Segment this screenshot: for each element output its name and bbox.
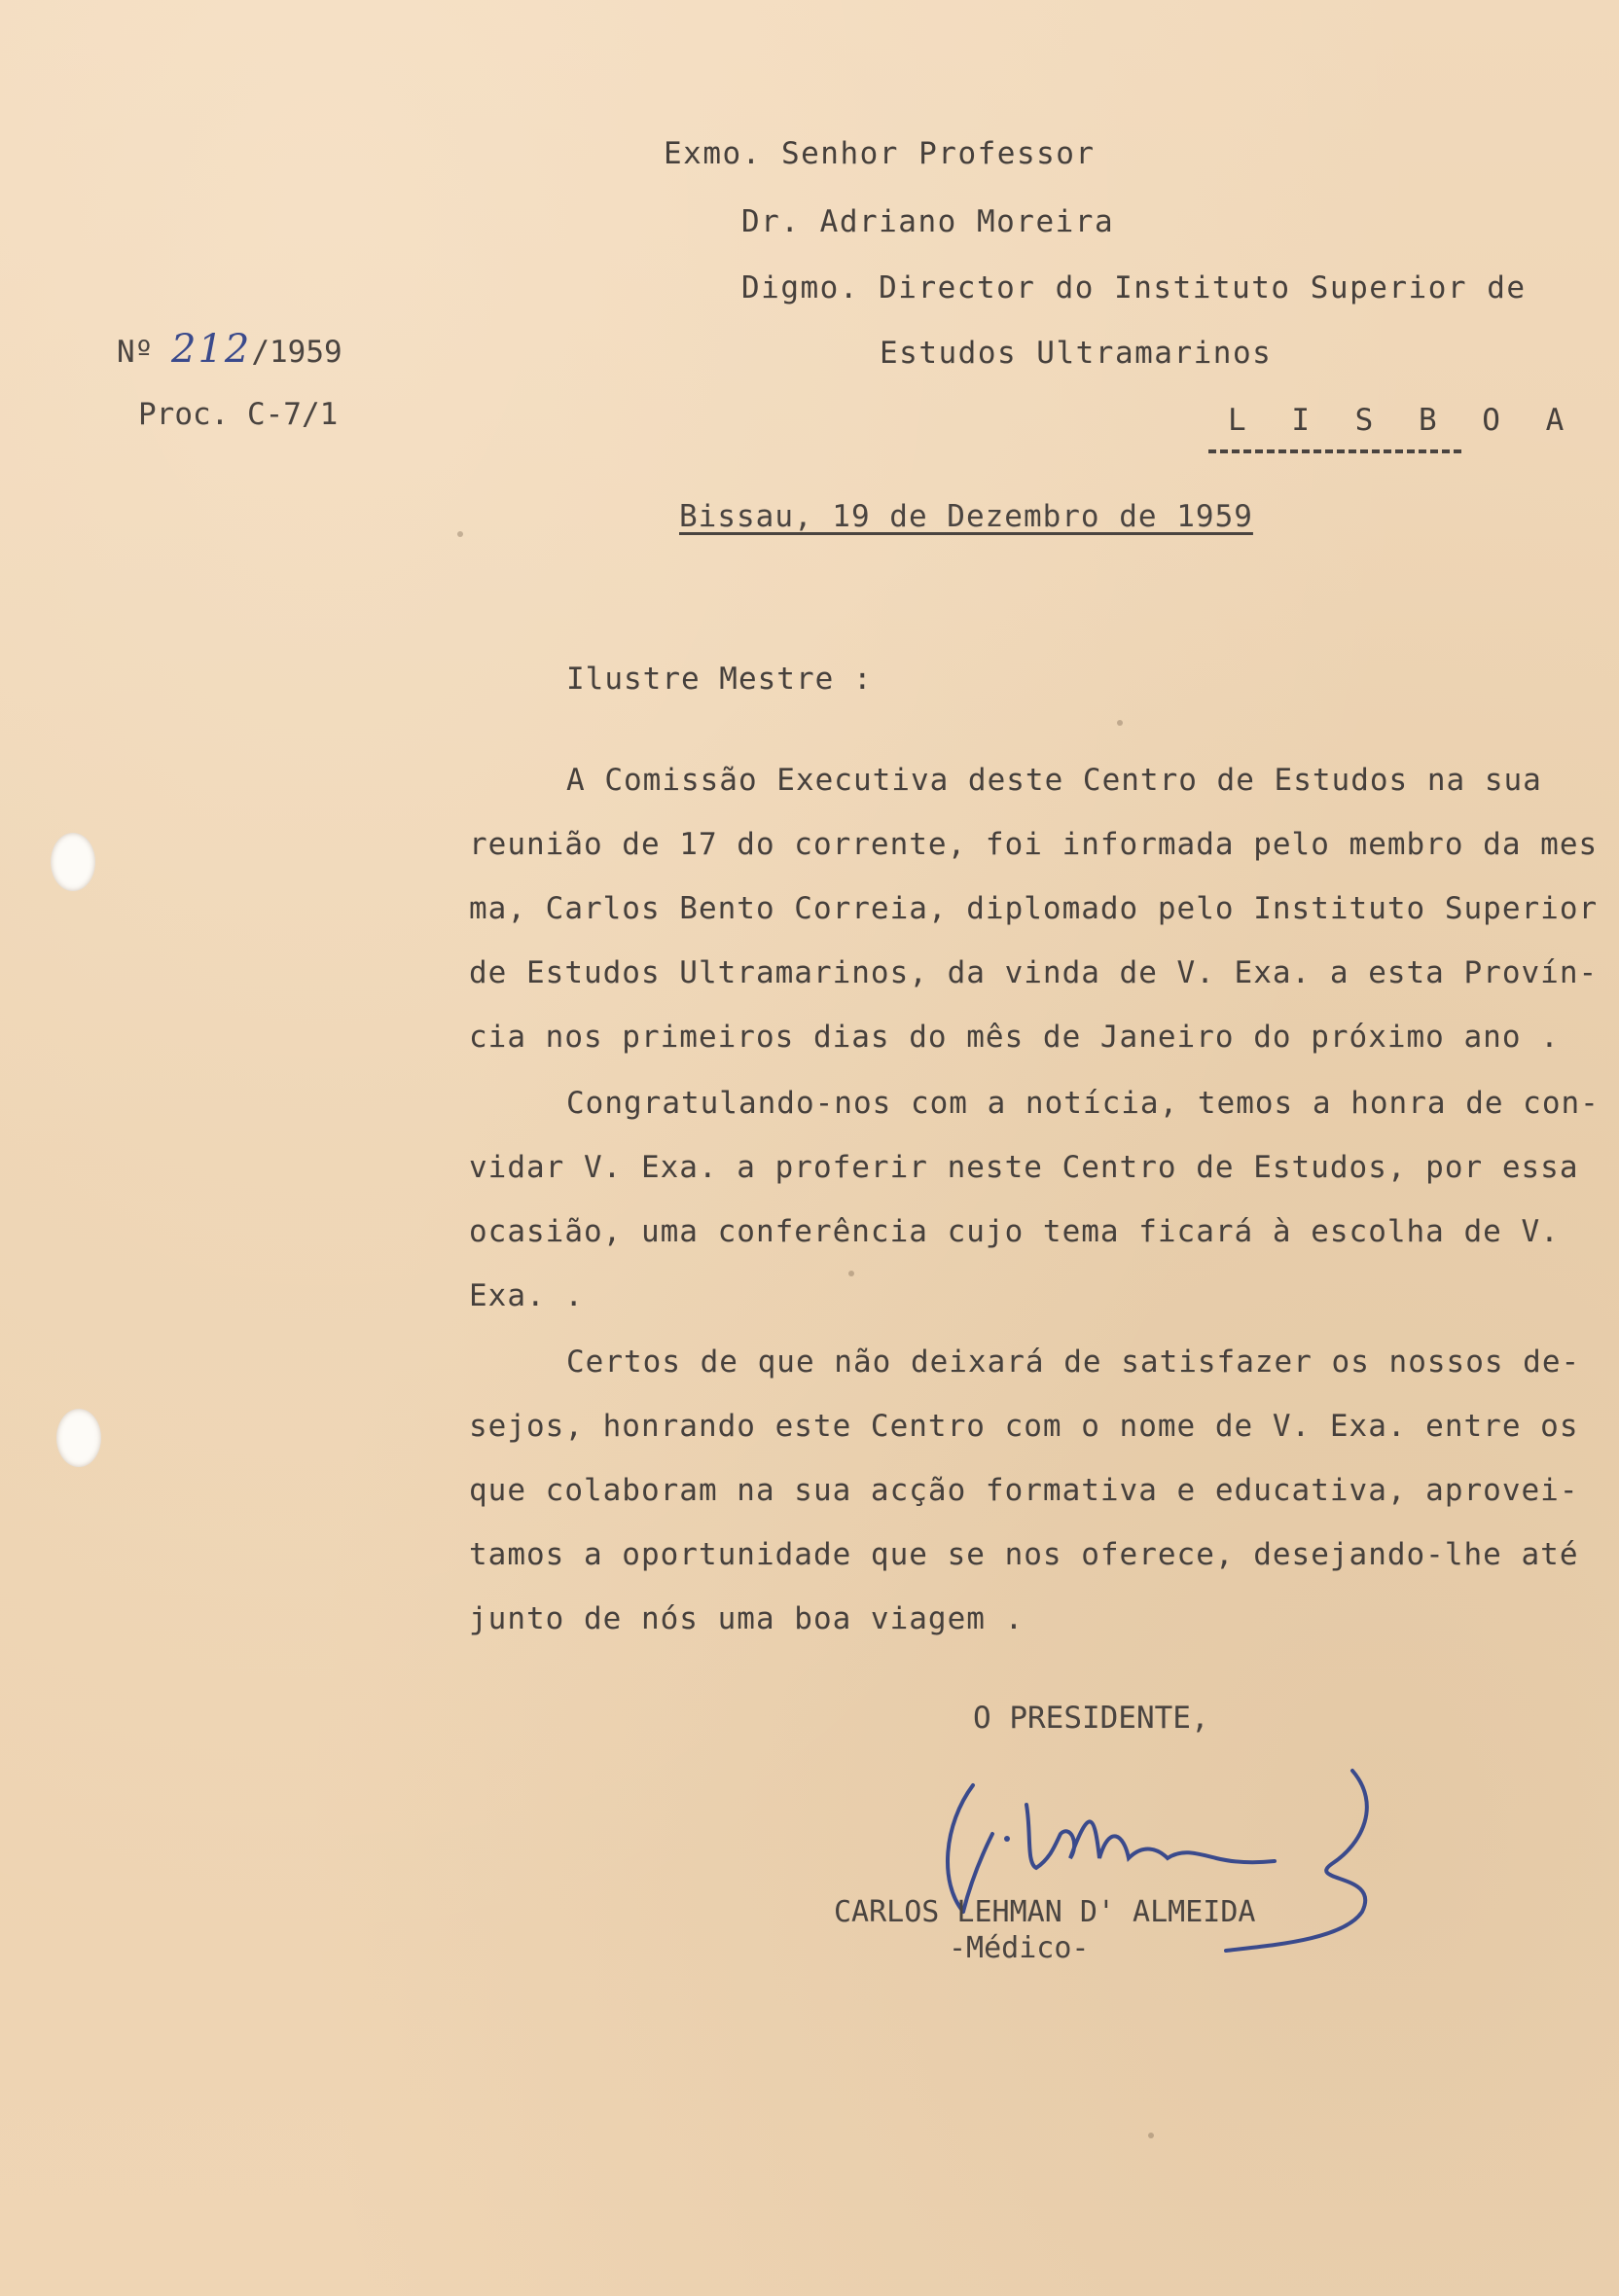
paragraph3-line: tamos a oportunidade que se nos oferece, desejando-lhe até	[469, 1537, 1579, 1572]
paragraph2-line: Exa. .	[469, 1278, 584, 1313]
paragraph2-line: ocasião, uma conferência cujo tema ficará à escolha de V.	[469, 1214, 1560, 1249]
paragraph2-line: Congratulando-nos com a notícia, temos a honra de con-	[566, 1086, 1600, 1121]
punch-hole-top	[51, 833, 95, 891]
signatory-name: CARLOS LEHMAN D' ALMEIDA	[834, 1895, 1256, 1929]
addressee-city: L I S B O A	[1228, 403, 1578, 438]
paragraph1-line: reunião de 17 do corrente, foi informada pelo membro da mes	[469, 827, 1599, 862]
city-underline	[1208, 449, 1461, 453]
paper-speck	[457, 531, 463, 537]
reference-number-year: /1959	[251, 335, 342, 370]
paragraph3-line: Certos de que não deixará de satisfazer os nossos de-	[566, 1345, 1581, 1380]
paragraph1-line: ma, Carlos Bento Correia, diplomado pelo Instituto Superior	[469, 891, 1599, 926]
paragraph1-line: cia nos primeiros dias do mês de Janeiro do próximo ano .	[469, 1020, 1560, 1055]
reference-number-handwritten: 212	[171, 327, 252, 372]
paragraph2-line: vidar V. Exa. a proferir neste Centro de Estudos, por essa	[469, 1150, 1579, 1185]
addressee-line-4: Estudos Ultramarinos	[880, 336, 1273, 371]
paper-speck	[848, 1271, 854, 1276]
punch-hole-bottom	[56, 1409, 101, 1467]
date-line: Bissau, 19 de Dezembro de 1959	[679, 499, 1253, 534]
salutation: Ilustre Mestre :	[566, 662, 873, 697]
process-reference: Proc. C-7/1	[138, 397, 339, 432]
paragraph1-line: de Estudos Ultramarinos, da vinda de V. Exa. a esta Provín-	[469, 955, 1599, 990]
addressee-line-3: Digmo. Director do Instituto Superior de	[741, 270, 1527, 305]
addressee-line-2: Dr. Adriano Moreira	[741, 204, 1115, 239]
closing-title: O PRESIDENTE,	[973, 1701, 1209, 1736]
paragraph3-line: sejos, honrando este Centro com o nome de V. Exa. entre os	[469, 1409, 1579, 1444]
paragraph3-line: que colaboram na sua acção formativa e educativa, aprovei-	[469, 1473, 1579, 1508]
reference-number-prefix: Nº	[117, 335, 154, 370]
signatory-role: -Médico-	[949, 1931, 1090, 1965]
paragraph3-line: junto de nós uma boa viagem .	[469, 1601, 1025, 1636]
reference-number	[117, 327, 342, 372]
paper-speck	[1117, 720, 1123, 726]
addressee-line-1: Exmo. Senhor Professor	[664, 136, 1096, 171]
paper-speck	[1148, 2133, 1154, 2138]
paragraph1-line: A Comissão Executiva deste Centro de Estudos na sua	[566, 763, 1542, 798]
